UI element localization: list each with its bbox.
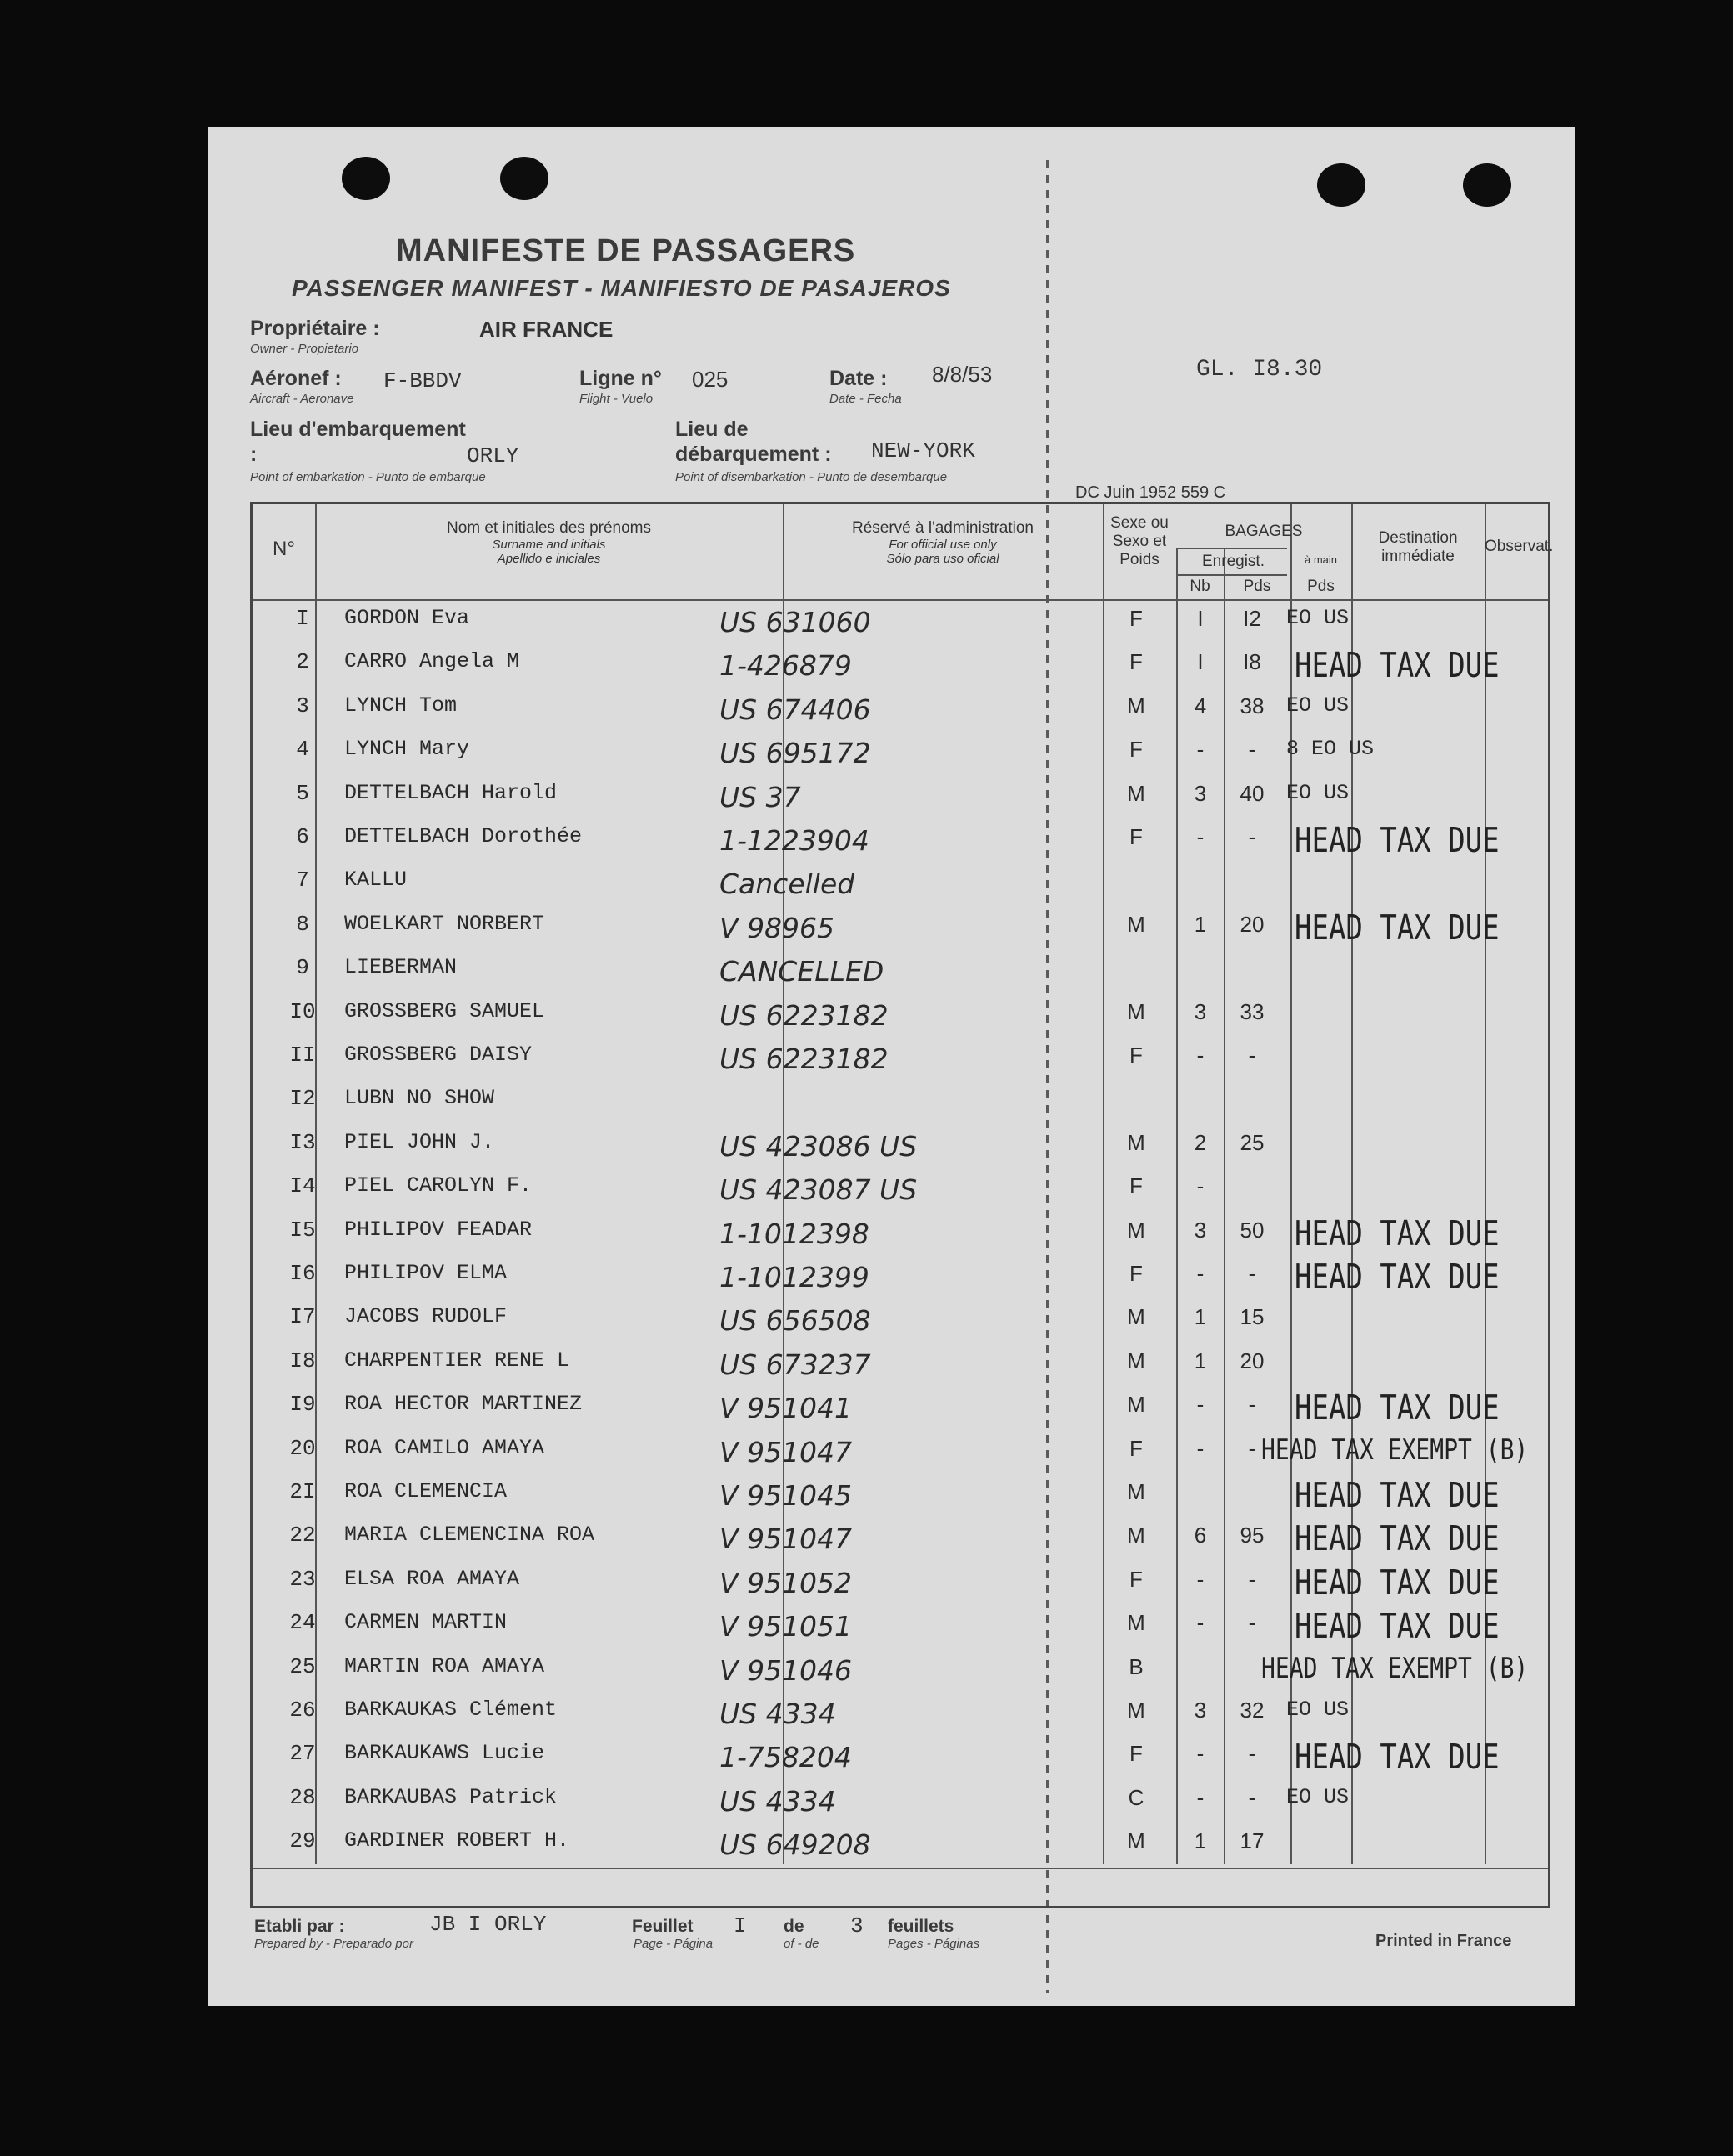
cell-pds: 33	[1240, 998, 1265, 1024]
table-row	[253, 606, 1553, 649]
table-row	[253, 1086, 1553, 1129]
cell-sex: F	[1129, 649, 1143, 675]
cell-dest: EO US	[1286, 1784, 1350, 1809]
owner-label: Propriétaire :	[250, 317, 380, 340]
cell-sex: M	[1127, 1523, 1145, 1548]
disembark-label: Lieu de débarquement :	[675, 418, 832, 466]
cell-pds: -	[1248, 824, 1256, 849]
cell-official: US 4334	[719, 1698, 836, 1730]
cell-no: 27	[289, 1741, 316, 1767]
col-admin-sub2: Sólo para uso oficial	[886, 552, 999, 567]
owner-sub: Owner - Propietario	[250, 342, 359, 356]
cell-pds: 50	[1240, 1217, 1265, 1243]
prepared-label: Etabli par :	[254, 1917, 345, 1936]
cell-name: PIEL CAROLYN F.	[344, 1173, 533, 1198]
cell-official: CANCELLED	[719, 955, 884, 988]
head-tax-stamp: HEAD TAX EXEMPT (B)	[1261, 1433, 1529, 1466]
cell-name: ROA CAMILO AMAYA	[344, 1435, 545, 1460]
table-row	[253, 908, 1553, 955]
cell-pds: 95	[1240, 1523, 1265, 1548]
cell-official: V 951045	[719, 1479, 853, 1512]
table-row	[253, 868, 1553, 911]
flight-value: 025	[692, 367, 729, 392]
cell-dest: EO US	[1286, 1698, 1350, 1722]
cell-no: 5	[296, 780, 309, 806]
sheet-sub: Page - Página	[634, 1937, 714, 1951]
cell-name: CHARPENTIER RENE L	[344, 1348, 570, 1373]
cell-name: PHILIPOV ELMA	[344, 1261, 508, 1285]
cell-official: US 649208	[719, 1828, 871, 1862]
date-label: Date :	[829, 367, 888, 390]
head-tax-stamp: HEAD TAX DUE	[1295, 1738, 1500, 1778]
cell-official: US 673237	[719, 1348, 871, 1381]
cell-name: LYNCH Tom	[344, 693, 458, 718]
cell-official: V 951046	[719, 1653, 853, 1687]
cell-pds: -	[1248, 1741, 1256, 1767]
cell-name: LUBN NO SHOW	[344, 1086, 495, 1111]
cell-name: BARKAUKAWS Lucie	[344, 1741, 545, 1766]
cell-sex: M	[1127, 1698, 1145, 1723]
cell-no: I4	[289, 1173, 316, 1199]
cell-name: PHILIPOV FEADAR	[344, 1217, 533, 1242]
cell-name: ROA HECTOR MARTINEZ	[344, 1392, 583, 1417]
cell-sex: F	[1129, 606, 1143, 631]
aircraft-label: Aéronef :	[250, 367, 342, 390]
cell-name: DETTELBACH Dorothée	[344, 824, 583, 848]
table-row	[253, 1388, 1553, 1435]
head-tax-stamp: HEAD TAX DUE	[1295, 1607, 1500, 1648]
punch-hole	[500, 157, 548, 200]
cell-sex: F	[1129, 824, 1143, 849]
cell-nb: -	[1196, 737, 1205, 763]
cell-name: WOELKART NORBERT	[344, 911, 545, 936]
cell-sex: M	[1127, 1828, 1145, 1854]
cell-dest: 8 EO US	[1286, 737, 1375, 762]
cell-nb: -	[1196, 824, 1205, 849]
cell-official: V 951052	[719, 1566, 853, 1599]
cell-no: I8	[289, 1348, 316, 1373]
table-row	[253, 646, 1553, 693]
cell-pds: I2	[1243, 606, 1261, 631]
table-row	[253, 1563, 1553, 1610]
cell-no: 28	[289, 1784, 316, 1810]
cell-no: 2I	[289, 1479, 316, 1504]
cell-no: I6	[289, 1261, 316, 1286]
cell-pds: -	[1248, 1043, 1256, 1068]
of-value: 3	[850, 1913, 864, 1938]
cell-pds: 20	[1240, 1348, 1265, 1373]
cell-sex: C	[1128, 1784, 1144, 1810]
cell-nb: -	[1196, 1435, 1205, 1461]
col-enreg: Enregist.	[1202, 553, 1265, 570]
head-tax-stamp: HEAD TAX DUE	[1295, 1258, 1500, 1298]
cell-pds: 40	[1240, 780, 1265, 806]
cell-sex: M	[1127, 1610, 1145, 1636]
cell-nb: 3	[1194, 780, 1207, 806]
cell-no: I0	[289, 998, 316, 1024]
table-row	[253, 1173, 1553, 1217]
cell-sex: M	[1127, 780, 1145, 806]
table-row	[253, 1519, 1553, 1566]
cell-no: I7	[289, 1304, 316, 1330]
prepared-sub: Prepared by - Preparado por	[254, 1937, 413, 1951]
table-row	[253, 1828, 1553, 1872]
cell-sex: F	[1129, 1043, 1143, 1068]
col-dest: Destination immédiate	[1378, 529, 1458, 565]
aircraft-value: F-BBDV	[383, 368, 462, 393]
cell-pds: 20	[1240, 911, 1265, 937]
table-row	[253, 1785, 1553, 1828]
cell-sex: M	[1127, 1304, 1145, 1330]
table-row	[253, 737, 1553, 780]
cell-name: CARMEN MARTIN	[344, 1610, 508, 1635]
cell-no: 7	[296, 868, 309, 893]
cell-name: KALLU	[344, 868, 408, 893]
cell-no: I9	[289, 1392, 316, 1418]
col-name-label: Nom et initiales des prénoms	[447, 519, 651, 537]
table-row	[253, 1433, 1553, 1479]
cell-official: Cancelled	[719, 868, 855, 901]
cell-official: US 656508	[719, 1304, 871, 1338]
cell-no: 3	[296, 693, 309, 718]
sheets-label: feuillets	[888, 1917, 954, 1936]
cell-name: GROSSBERG DAISY	[344, 1043, 533, 1067]
table-row	[253, 1738, 1553, 1784]
cell-official: 1-426879	[719, 649, 852, 683]
cell-official: US 423087 US	[719, 1173, 918, 1207]
cell-sex: F	[1129, 1741, 1143, 1767]
cell-sex: F	[1129, 1566, 1143, 1592]
head-tax-stamp: HEAD TAX DUE	[1295, 1388, 1500, 1429]
cell-name: PIEL JOHN J.	[344, 1129, 495, 1154]
cell-official: US 695172	[719, 737, 871, 770]
printed-in: Printed in France	[1375, 1932, 1512, 1950]
owner-value: AIR FRANCE	[479, 317, 614, 342]
cell-sex: M	[1127, 1217, 1145, 1243]
table-row	[253, 1304, 1553, 1348]
cell-name: ROA CLEMENCIA	[344, 1479, 508, 1503]
table-row	[253, 1213, 1553, 1261]
page-subtitle: PASSENGER MANIFEST - MANIFIESTO DE PASAJEROS	[292, 275, 951, 301]
cell-sex: M	[1127, 1479, 1145, 1504]
col-admin	[783, 519, 1103, 566]
cell-nb: -	[1196, 1173, 1205, 1199]
cell-sex: M	[1127, 911, 1145, 937]
head-tax-stamp: HEAD TAX DUE	[1295, 1519, 1500, 1560]
cell-nb: -	[1196, 1392, 1205, 1418]
table-row	[253, 1607, 1553, 1653]
cell-nb: -	[1196, 1261, 1205, 1286]
cell-dest: EO US	[1286, 606, 1350, 630]
col-pds: Pds	[1243, 578, 1271, 595]
cell-no: I2	[289, 1086, 316, 1112]
cell-official: US 4334	[719, 1784, 836, 1818]
cell-name: ELSA ROA AMAYA	[344, 1566, 520, 1591]
cell-nb: -	[1196, 1741, 1205, 1767]
head-tax-stamp: HEAD TAX DUE	[1295, 821, 1500, 861]
cell-nb: 3	[1194, 1698, 1207, 1723]
cell-pds: -	[1248, 1392, 1256, 1418]
cell-name: GROSSBERG SAMUEL	[344, 998, 545, 1023]
cell-pds: -	[1248, 1261, 1256, 1286]
page-title: MANIFESTE DE PASSAGERS	[396, 233, 856, 268]
cell-official: 1-758204	[719, 1741, 852, 1774]
cell-nb: -	[1196, 1043, 1205, 1068]
punch-hole	[342, 157, 390, 200]
head-tax-stamp: HEAD TAX DUE	[1295, 1563, 1500, 1603]
cell-no: 4	[296, 737, 309, 763]
cell-pds: -	[1248, 1784, 1256, 1810]
table-row	[253, 1258, 1553, 1304]
punch-hole	[1317, 163, 1365, 207]
cell-name: LYNCH Mary	[344, 737, 470, 762]
cell-official: V 98965	[719, 911, 835, 944]
table-row	[253, 693, 1553, 737]
head-tax-stamp: HEAD TAX EXEMPT (B)	[1261, 1651, 1529, 1684]
table-row	[253, 1476, 1553, 1523]
cell-no: 6	[296, 824, 309, 849]
head-tax-stamp: HEAD TAX DUE	[1295, 1213, 1500, 1254]
cell-pds: 38	[1240, 693, 1265, 718]
cell-sex: M	[1127, 1129, 1145, 1155]
col-nb: Nb	[1190, 578, 1210, 595]
cell-official: US 37	[719, 780, 801, 813]
cell-pds: 25	[1240, 1129, 1265, 1155]
table-row	[253, 999, 1553, 1043]
col-name-sub2: Apellido e iniciales	[497, 552, 601, 567]
cell-no: II	[289, 1043, 316, 1068]
sheet-label: Feuillet	[632, 1917, 694, 1936]
cell-sex: F	[1129, 737, 1143, 763]
cell-nb: -	[1196, 1784, 1205, 1810]
col-name	[315, 519, 783, 566]
sheet-value: I	[734, 1913, 747, 1938]
cell-official: V 951051	[719, 1610, 853, 1643]
cell-official: US 631060	[719, 606, 871, 638]
col-no: N°	[273, 538, 295, 560]
cell-name: BARKAUBAS Patrick	[344, 1784, 558, 1809]
cell-official: US 674406	[719, 693, 871, 726]
cell-nb: 4	[1194, 693, 1207, 718]
cell-no: I3	[289, 1129, 316, 1155]
cell-sex: M	[1127, 998, 1145, 1024]
cell-no: 9	[296, 955, 309, 981]
table-row	[253, 1651, 1553, 1698]
cell-nb: -	[1196, 1610, 1205, 1636]
col-sex: Sexe ou Sexo et Poids	[1110, 514, 1169, 568]
cell-sex: F	[1129, 1435, 1143, 1461]
cell-no: 25	[289, 1653, 316, 1679]
cell-no: 23	[289, 1566, 316, 1592]
cell-pds: I8	[1243, 649, 1261, 675]
col-bagages: BAGAGES	[1225, 523, 1303, 540]
cell-nb: 1	[1194, 1348, 1207, 1373]
cell-sex: M	[1127, 1392, 1145, 1418]
cell-name: MARTIN ROA AMAYA	[344, 1653, 545, 1678]
cell-nb: 3	[1194, 1217, 1207, 1243]
col-pds-hand: Pds	[1307, 578, 1335, 595]
cell-nb: 1	[1194, 1304, 1207, 1330]
cell-sex: B	[1129, 1653, 1144, 1679]
manifest-sheet	[208, 127, 1575, 2006]
sheets-sub: Pages - Páginas	[888, 1937, 980, 1951]
of-label: de	[784, 1917, 804, 1936]
embark-label: Lieu d'embarquement :	[250, 418, 466, 466]
cell-no: 8	[296, 911, 309, 937]
aircraft-sub: Aircraft - Aeronave	[250, 392, 354, 406]
cell-nb: 1	[1194, 1828, 1207, 1854]
cell-name: LIEBERMAN	[344, 955, 458, 980]
cell-official: US 6223182	[719, 998, 889, 1032]
cell-pds: -	[1248, 1610, 1256, 1636]
cell-nb: 2	[1194, 1129, 1207, 1155]
passenger-table	[250, 502, 1554, 1908]
embark-value: ORLY	[467, 443, 519, 468]
cell-pds: -	[1248, 737, 1256, 763]
cell-nb: I	[1197, 606, 1204, 631]
col-obs: Observat.	[1485, 538, 1554, 555]
head-tax-stamp: HEAD TAX DUE	[1295, 1476, 1500, 1516]
cell-name: MARIA CLEMENCINA ROA	[344, 1523, 595, 1548]
cell-official: V 951047	[719, 1523, 853, 1556]
col-admin-label: Réservé à l'administration	[852, 519, 1034, 537]
cell-name: DETTELBACH Harold	[344, 780, 558, 805]
of-sub: of - de	[784, 1937, 819, 1951]
table-row	[253, 821, 1553, 868]
cell-no: 29	[289, 1828, 316, 1854]
punch-hole	[1463, 163, 1511, 207]
cell-sex: M	[1127, 693, 1145, 718]
cell-official: US 6223182	[719, 1043, 889, 1075]
cell-dest: EO US	[1286, 693, 1350, 718]
cell-nb: 1	[1194, 911, 1207, 937]
table-row	[253, 1698, 1553, 1741]
flight-label: Ligne n°	[579, 367, 662, 390]
col-name-sub1: Surname and initials	[492, 537, 606, 552]
date-sub: Date - Fecha	[829, 392, 902, 406]
cell-dest: EO US	[1286, 780, 1350, 805]
cell-name: BARKAUKAS Clément	[344, 1698, 558, 1722]
cell-no: 24	[289, 1610, 316, 1636]
table-row	[253, 1130, 1553, 1173]
cell-name: CARRO Angela M	[344, 649, 520, 674]
head-tax-stamp: HEAD TAX DUE	[1295, 646, 1500, 687]
cell-name: GARDINER ROBERT H.	[344, 1828, 570, 1853]
table-row	[253, 1043, 1553, 1086]
cell-no: 20	[289, 1435, 316, 1461]
cell-nb: 6	[1194, 1523, 1207, 1548]
cell-pds: 32	[1240, 1698, 1265, 1723]
cell-no: 2	[296, 649, 309, 675]
flight-sub: Flight - Vuelo	[579, 392, 654, 406]
form-code: DC Juin 1952 559 C	[1075, 483, 1226, 502]
date-value: 8/8/53	[932, 362, 993, 387]
cell-nb: I	[1197, 649, 1204, 675]
cell-official: US 423086 US	[719, 1129, 918, 1163]
cell-official: 1-1012398	[719, 1217, 869, 1250]
cell-sex: M	[1127, 1348, 1145, 1373]
cell-official: 1-1223904	[719, 824, 869, 857]
cell-pds: -	[1248, 1435, 1256, 1461]
cell-official: V 951047	[719, 1435, 853, 1468]
gl-code: GL. I8.30	[1196, 357, 1323, 383]
table-row	[253, 1348, 1553, 1392]
cell-official: V 951041	[719, 1392, 853, 1425]
col-admin-sub1: For official use only	[889, 537, 997, 552]
table-row	[253, 955, 1553, 998]
col-mains: à main	[1304, 553, 1338, 566]
table-row	[253, 781, 1553, 824]
cell-pds: 17	[1240, 1828, 1265, 1854]
cell-name: GORDON Eva	[344, 606, 470, 630]
cell-no: I5	[289, 1217, 316, 1243]
cell-nb: 3	[1194, 998, 1207, 1024]
cell-sex: F	[1129, 1261, 1143, 1286]
cell-nb: -	[1196, 1566, 1205, 1592]
cell-name: JACOBS RUDOLF	[344, 1304, 508, 1329]
disembark-value: NEW-YORK	[871, 438, 975, 463]
cell-pds: 15	[1240, 1304, 1265, 1330]
cell-official: 1-1012399	[719, 1261, 869, 1293]
embark-sub: Point of embarkation - Punto de embarque	[250, 470, 486, 484]
cell-no: 26	[289, 1698, 316, 1723]
head-tax-stamp: HEAD TAX DUE	[1295, 908, 1500, 948]
cell-sex: F	[1129, 1173, 1143, 1199]
cell-no: I	[296, 606, 309, 631]
cell-no: 22	[289, 1523, 316, 1548]
prepared-value: JB I ORLY	[429, 1912, 547, 1937]
disembark-sub: Point of disembarkation - Punto de desembarque	[675, 470, 948, 484]
cell-pds: -	[1248, 1566, 1256, 1592]
